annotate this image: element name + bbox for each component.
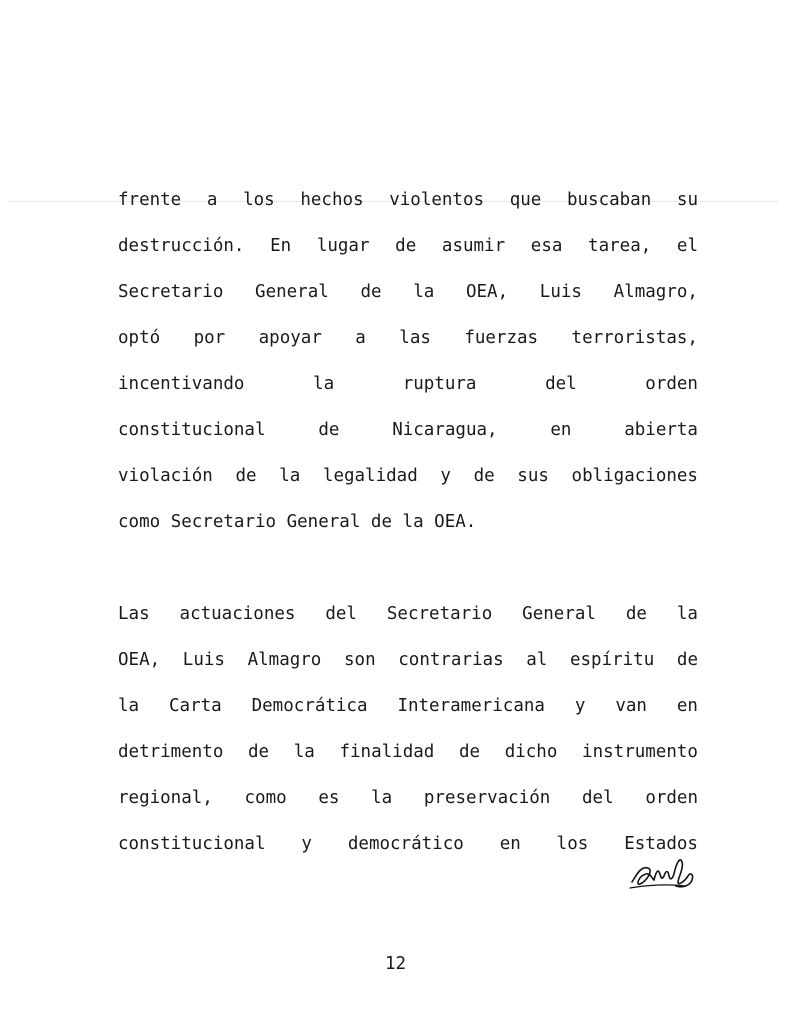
word: General (522, 604, 596, 624)
word: de (235, 466, 257, 486)
word: al (526, 650, 548, 670)
word: abierta (624, 420, 698, 440)
word: de (318, 420, 340, 440)
word: contrarias (398, 650, 504, 670)
word: preservación (423, 788, 551, 808)
word: orden (645, 374, 698, 394)
document-body (118, 181, 698, 871)
text-line (118, 825, 698, 871)
word: ruptura (402, 374, 477, 394)
word: los (556, 834, 589, 854)
word: que (509, 190, 542, 210)
word: del (582, 788, 614, 808)
word: lugar (316, 236, 370, 256)
word: orden (645, 788, 698, 808)
word: en (499, 834, 521, 854)
word: a (355, 328, 366, 348)
word: de (473, 466, 495, 486)
word: En (270, 236, 292, 256)
word: del (325, 604, 357, 624)
word: y (440, 466, 451, 486)
word: de (370, 512, 392, 532)
word: constitucional (118, 420, 266, 440)
word: de (248, 742, 270, 762)
word: en (550, 420, 572, 440)
text-line (118, 687, 698, 733)
word: por (193, 328, 226, 348)
word: la (118, 696, 140, 716)
word: de (458, 742, 481, 762)
text-line (118, 503, 698, 549)
word: de (360, 282, 382, 302)
word: son (344, 650, 376, 670)
word: asumir (441, 236, 506, 256)
word: los (243, 190, 275, 210)
word: OEA. (434, 512, 477, 532)
word: Secretario (386, 604, 493, 624)
word: las (399, 328, 431, 348)
handwritten-signature (628, 852, 702, 894)
word: democrático (347, 834, 464, 854)
word: violentos (389, 190, 485, 210)
word: Luis (539, 282, 582, 302)
word: es (318, 788, 340, 808)
word: a (206, 190, 218, 210)
word: finalidad (339, 742, 435, 762)
word: frente (118, 190, 182, 210)
paragraph (118, 181, 698, 549)
word: OEA, (465, 282, 509, 302)
paragraph-gap (118, 549, 698, 595)
word: espíritu (569, 650, 655, 670)
word: dicho (504, 742, 558, 762)
word: en (676, 696, 698, 716)
word: de (395, 236, 417, 256)
word: incentivando (118, 374, 245, 394)
word: la (371, 788, 393, 808)
word: terroristas, (571, 328, 698, 348)
word: la (413, 282, 435, 302)
text-line (118, 411, 698, 457)
word: fuerzas (464, 328, 539, 348)
word: actuaciones (179, 604, 296, 624)
word: van (615, 696, 647, 716)
word: Almagro (247, 650, 322, 670)
word: optó (118, 328, 161, 348)
text-line (118, 319, 698, 365)
word: la (279, 466, 301, 486)
word: regional, (118, 788, 213, 808)
word: sus (517, 466, 549, 486)
text-line (118, 733, 698, 779)
word: detrimento (118, 742, 224, 762)
word: constitucional (118, 834, 266, 854)
word: Democrática (251, 696, 368, 716)
word: buscaban (566, 190, 652, 210)
text-line (118, 365, 698, 411)
word: Luis (182, 650, 225, 670)
text-line (118, 181, 698, 227)
word: como (244, 788, 287, 808)
word: y (301, 834, 312, 854)
word: hechos (300, 190, 364, 210)
word: tarea, (588, 236, 652, 256)
word: Interamericana (397, 696, 545, 716)
word: legalidad (322, 466, 418, 486)
word: la (293, 742, 315, 762)
text-line (118, 779, 698, 825)
word: obligaciones (571, 466, 698, 486)
word: de (676, 650, 698, 670)
word: la (402, 512, 424, 532)
word: como (118, 512, 161, 532)
word: OEA, (118, 650, 161, 670)
word: apoyar (258, 328, 322, 348)
text-line (118, 595, 698, 641)
word: instrumento (582, 742, 698, 762)
word: violación (118, 466, 213, 486)
word: esa (530, 236, 563, 256)
word: Nicaragua, (392, 420, 498, 440)
word: Estados (624, 834, 698, 854)
page-number: 12 (384, 954, 407, 974)
word: la (313, 374, 335, 394)
text-line (118, 641, 698, 687)
word: su (676, 190, 698, 210)
word: destrucción. (118, 236, 245, 256)
text-line (118, 457, 698, 503)
word: Secretario (170, 512, 277, 532)
word: General (255, 282, 329, 302)
word: el (676, 236, 698, 256)
word: Carta (169, 696, 222, 716)
word: Secretario (118, 282, 224, 302)
text-line (118, 273, 698, 319)
word: Almagro, (613, 282, 698, 302)
word: y (574, 696, 586, 716)
word: Las (118, 604, 150, 624)
word: General (286, 512, 361, 532)
text-line (118, 227, 698, 273)
word: de (625, 604, 647, 624)
word: la (676, 604, 698, 624)
word: del (545, 374, 577, 394)
paragraph (118, 595, 698, 871)
